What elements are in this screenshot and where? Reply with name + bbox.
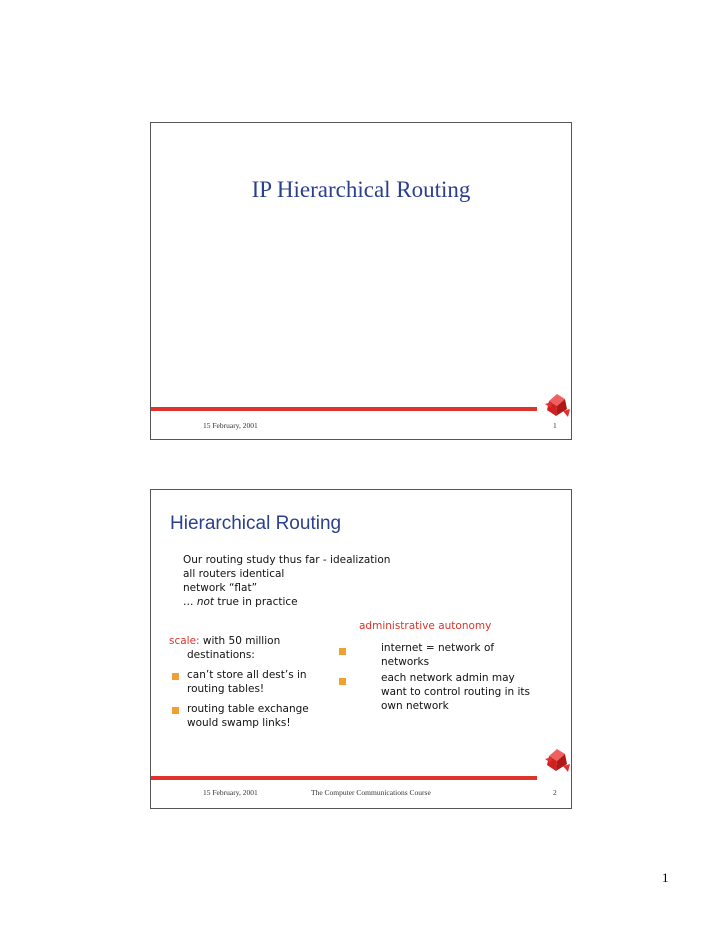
right-heading: administrative autonomy: [359, 620, 492, 632]
right-bullet-line: own network: [381, 700, 449, 712]
footer-date: 15 February, 2001: [203, 788, 258, 797]
scale-line-2: destinations:: [187, 649, 255, 661]
intro-emphasis: not: [196, 596, 215, 608]
bullet-marker: [339, 648, 346, 655]
slide-number: 2: [553, 788, 557, 797]
footer-date: 15 February, 2001: [203, 421, 258, 430]
scale-text: with 50 million: [199, 635, 281, 647]
intro-line: Our routing study thus far - idealization: [183, 554, 391, 566]
slide-title: IP Hierarchical Routing: [251, 177, 471, 202]
footer-course: The Computer Communications Course: [311, 788, 431, 797]
bullet-marker: [339, 678, 346, 685]
bullet-marker: [172, 707, 179, 714]
intro-suffix: true in practice: [214, 596, 298, 608]
red-cube-logo-icon: [543, 746, 571, 774]
page-number: 1: [662, 870, 669, 885]
left-bullet-line: routing tables!: [187, 683, 265, 695]
scale-label: scale:: [169, 635, 200, 647]
slide-number: 1: [553, 421, 557, 430]
intro-line: all routers identical: [183, 568, 285, 580]
slide-1: [150, 122, 572, 440]
footer-divider: [151, 407, 537, 411]
right-bullet-line: networks: [381, 656, 430, 668]
left-bullet-line: can’t store all dest’s in: [187, 669, 307, 681]
right-bullet-line: want to control routing in its: [381, 686, 531, 698]
slide-title: Hierarchical Routing: [170, 513, 342, 534]
red-cube-logo-icon: [543, 391, 571, 419]
scale-line: [169, 634, 280, 648]
footer-divider: [151, 776, 537, 780]
right-bullet-line: each network admin may: [381, 672, 515, 684]
left-bullet-line: would swamp links!: [187, 717, 291, 729]
right-bullet-line: internet = network of: [381, 642, 495, 654]
bullet-marker: [172, 673, 179, 680]
intro-line: [183, 595, 298, 609]
slide-2: [150, 489, 572, 809]
intro-prefix: …: [183, 596, 197, 608]
left-bullet-line: routing table exchange: [187, 703, 309, 715]
intro-line: network “flat”: [183, 582, 258, 594]
